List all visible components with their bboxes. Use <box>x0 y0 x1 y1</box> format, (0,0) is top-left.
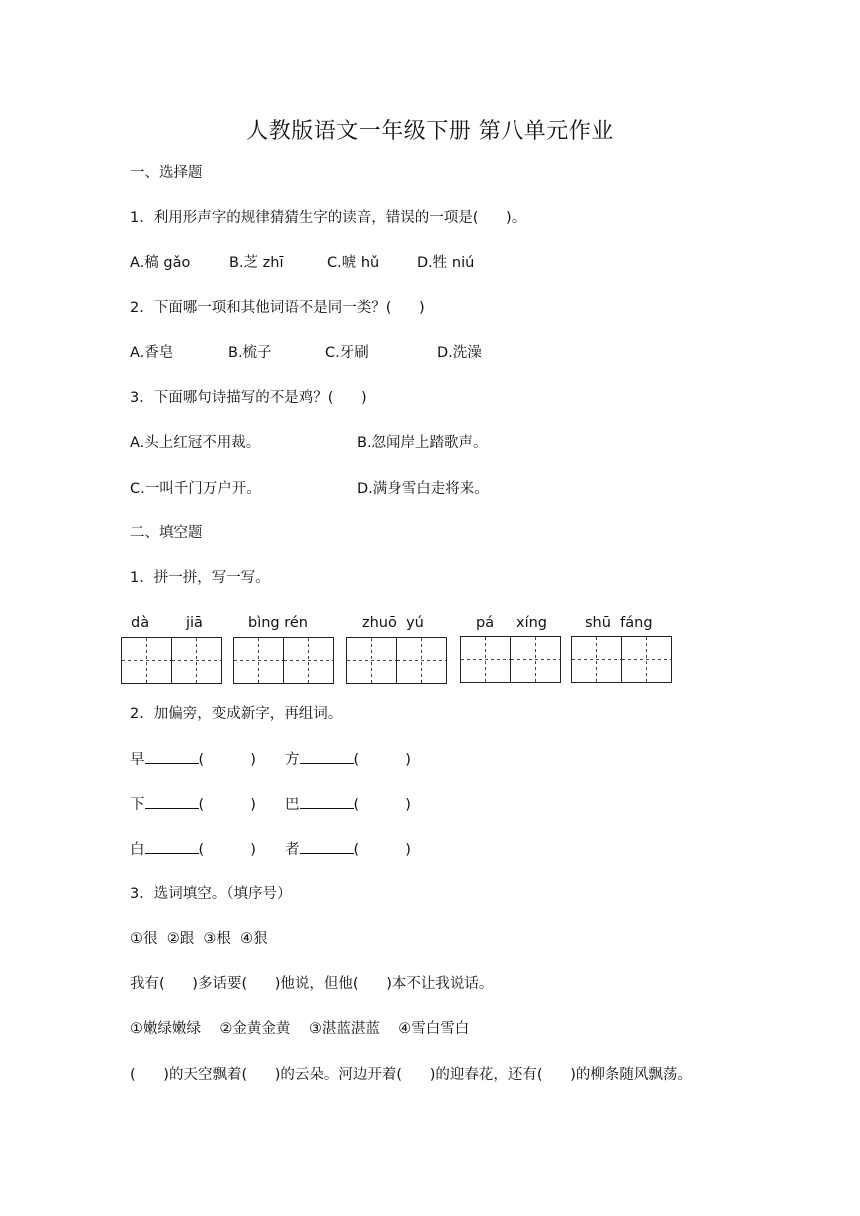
word-choices-2: ①嫩绿嫩绿 ②金黄金黄 ③湛蓝湛蓝 ④雪白雪白 <box>130 1021 470 1037</box>
question-3-option-c: C.一叫千门万户开。 <box>130 481 261 497</box>
writing-grid <box>233 637 334 683</box>
answer-paren[interactable]: ( ) <box>353 842 411 858</box>
question-3-option-b: B.忽闻岸上踏歌声。 <box>357 435 488 451</box>
question-1-option-d: D.牲 niú <box>417 255 475 271</box>
writing-cell[interactable] <box>233 637 284 684</box>
section-heading-fill: 二、填空题 <box>130 525 203 541</box>
question-2-option-d: D.洗澡 <box>437 345 482 361</box>
answer-blank[interactable] <box>300 794 354 809</box>
section-heading-choice: 一、选择题 <box>130 165 203 181</box>
question-1-stem: 1．利用形声字的规律猜猜生字的读音，错误的一项是( )。 <box>130 210 527 226</box>
writing-cell[interactable] <box>622 636 672 683</box>
radical-item <box>285 749 411 770</box>
answer-paren[interactable]: ( ) <box>353 797 411 813</box>
answer-blank[interactable] <box>300 839 354 854</box>
answer-blank[interactable] <box>145 794 199 809</box>
writing-grid <box>346 637 447 683</box>
sentence-2: ( )的天空飘着( )的云朵。河边开着( )的迎春花，还有( )的柳条随风飘荡。 <box>130 1067 692 1083</box>
writing-cell[interactable] <box>121 637 172 684</box>
pinyin-label: zhuō yú <box>362 615 424 631</box>
answer-blank[interactable] <box>300 749 354 764</box>
radical-char: 下 <box>130 797 145 813</box>
writing-cell[interactable] <box>284 637 334 684</box>
question-2-option-c: C.牙刷 <box>325 345 369 361</box>
answer-paren[interactable]: ( ) <box>353 752 411 768</box>
writing-cell[interactable] <box>172 637 222 684</box>
radical-char: 者 <box>285 842 300 858</box>
fill-3-stem: 3．选词填空。（填序号） <box>130 886 292 902</box>
question-2-option-b: B.梳子 <box>228 345 272 361</box>
pinyin-label: jiā <box>186 615 203 631</box>
radical-item <box>130 794 256 815</box>
page-title: 人教版语文一年级下册 第八单元作业 <box>246 119 614 144</box>
writing-cell[interactable] <box>571 636 622 683</box>
question-1-option-c: C.唬 hǔ <box>327 255 380 271</box>
writing-cell[interactable] <box>511 636 561 683</box>
sentence-1: 我有( )多话要( )他说，但他( )本不让我说话。 <box>130 976 494 992</box>
writing-cell[interactable] <box>397 637 447 684</box>
radical-item <box>285 839 411 860</box>
radical-char: 白 <box>130 842 145 858</box>
radical-char: 早 <box>130 752 145 768</box>
question-2-option-a: A.香皂 <box>130 345 174 361</box>
pinyin-label: bìng rén <box>248 615 308 631</box>
radical-char: 方 <box>285 752 300 768</box>
fill-1-stem: 1．拼一拼，写一写。 <box>130 570 270 586</box>
question-1-option-b: B.芝 zhī <box>229 255 284 271</box>
question-3-option-a: A.头上红冠不用裁。 <box>130 435 261 451</box>
writing-cell[interactable] <box>460 636 511 683</box>
fill-2-stem: 2．加偏旁，变成新字，再组词。 <box>130 706 343 722</box>
pinyin-label: xíng <box>516 615 548 631</box>
question-3-stem: 3．下面哪句诗描写的不是鸡？( ) <box>130 390 367 406</box>
answer-paren[interactable]: ( ) <box>198 797 256 813</box>
radical-char: 巴 <box>285 797 300 813</box>
writing-cell[interactable] <box>346 637 397 684</box>
answer-blank[interactable] <box>145 839 199 854</box>
radical-item <box>285 794 411 815</box>
question-1-option-a: A.稿 gǎo <box>130 255 191 271</box>
pinyin-label: shū fáng <box>585 615 653 631</box>
answer-blank[interactable] <box>145 749 199 764</box>
pinyin-label: pá <box>476 615 495 631</box>
pinyin-label: dà <box>131 615 150 631</box>
writing-grid <box>571 636 672 682</box>
radical-item <box>130 749 256 770</box>
writing-grid <box>460 636 561 682</box>
writing-grid <box>121 637 222 683</box>
word-choices-1: ①很 ②跟 ③根 ④狠 <box>130 931 268 947</box>
radical-item <box>130 839 256 860</box>
answer-paren[interactable]: ( ) <box>198 752 256 768</box>
question-2-stem: 2．下面哪一项和其他词语不是同一类？( ) <box>130 300 425 316</box>
question-3-option-d: D.满身雪白走将来。 <box>357 481 489 497</box>
answer-paren[interactable]: ( ) <box>198 842 256 858</box>
